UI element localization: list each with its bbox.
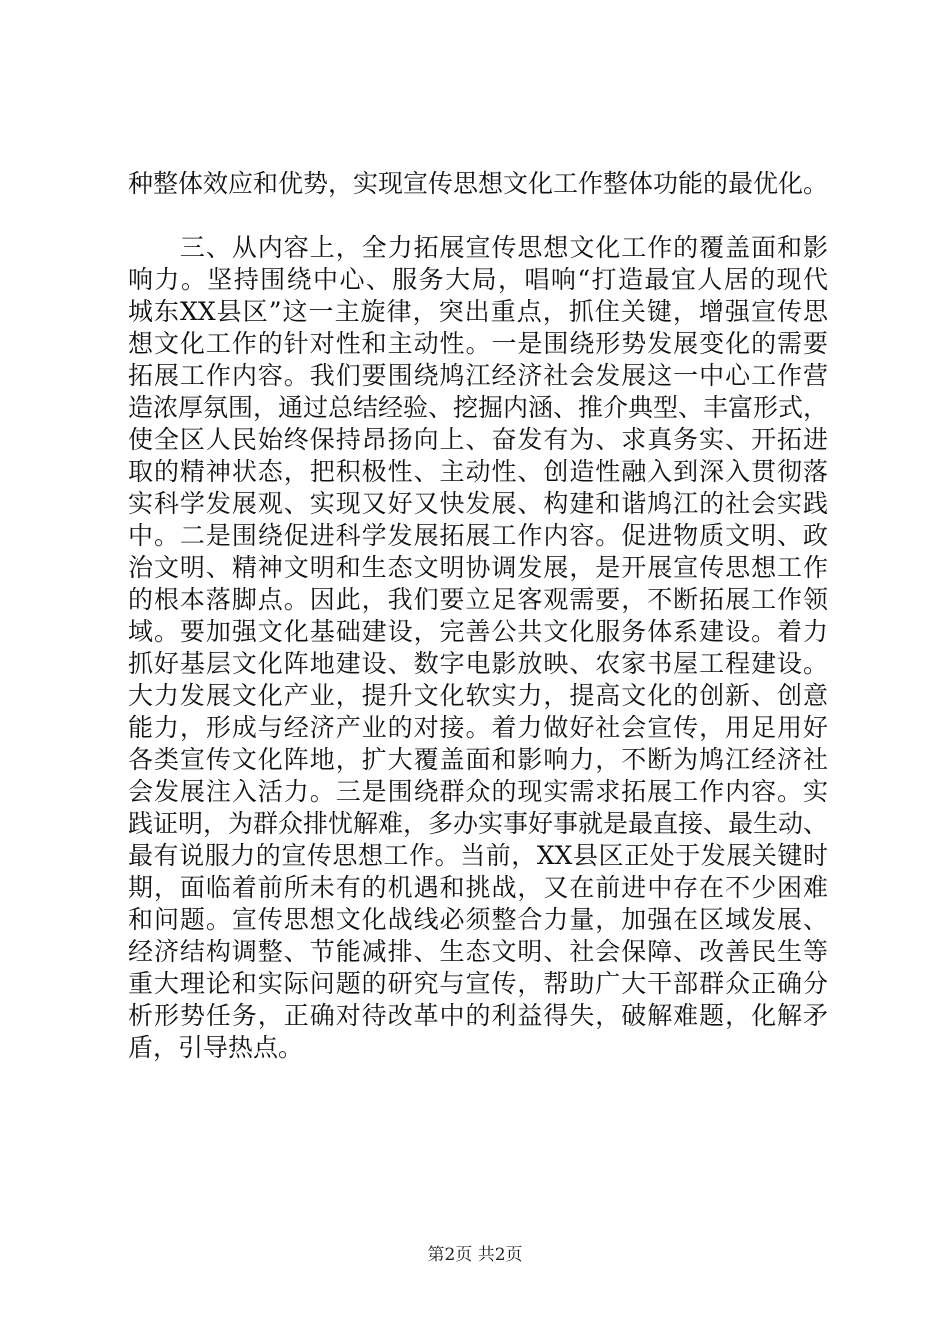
text-line: 中。二是围绕促进科学发展拓展工作内容。促进物质文明、政 bbox=[128, 521, 828, 550]
text-line: 析形势任务，正确对待改革中的利益得失，破解难题，化解矛 bbox=[128, 1001, 828, 1030]
text-line: 能力，形成与经济产业的对接。着力做好社会宣传，用足用好 bbox=[128, 713, 828, 742]
text-line: 造浓厚氛围，通过总结经验、挖掘内涵、推介典型、丰富形式， bbox=[128, 393, 829, 422]
page-number-label: 第2页 共2页 bbox=[427, 1245, 523, 1265]
text-line: 会发展注入活力。三是围绕群众的现实需求拓展工作内容。实 bbox=[128, 777, 828, 806]
text-line: 治文明、精神文明和生态文明协调发展，是开展宣传思想工作 bbox=[128, 553, 828, 582]
text-line: 盾，引导热点。 bbox=[128, 1033, 304, 1062]
text-line: 的根本落脚点。因此，我们要立足客观需要，不断拓展工作领 bbox=[128, 585, 828, 614]
text-line: 重大理论和实际问题的研究与宣传，帮助广大干部群众正确分 bbox=[128, 969, 828, 998]
text-line: 期，面临着前所未有的机遇和挑战，又在前进中存在不少困难 bbox=[128, 873, 828, 902]
text-line: 大力发展文化产业，提升文化软实力，提高文化的创新、创意 bbox=[128, 681, 828, 710]
text-line: 各类宣传文化阵地，扩大覆盖面和影响力，不断为鸠江经济社 bbox=[128, 745, 828, 774]
text-line: 种整体效应和优势，实现宣传思想文化工作整体功能的最优化。 bbox=[128, 169, 829, 198]
text-line: 拓展工作内容。我们要围绕鸠江经济社会发展这一中心工作营 bbox=[128, 361, 828, 390]
text-line: 和问题。宣传思想文化战线必须整合力量，加强在区域发展、 bbox=[128, 905, 828, 934]
text-line: 抓好基层文化阵地建设、数字电影放映、农家书屋工程建设。 bbox=[128, 649, 828, 678]
document-body bbox=[128, 168, 828, 1064]
page-footer bbox=[0, 1240, 950, 1265]
text-line: 取的精神状态，把积极性、主动性、创造性融入到深入贯彻落 bbox=[128, 457, 828, 486]
text-line: 最有说服力的宣传思想工作。当前，XX县区正处于发展关键时 bbox=[128, 841, 828, 870]
text-line: 实科学发展观、实现又好又快发展、构建和谐鸠江的社会实践 bbox=[128, 489, 828, 518]
text-line: 使全区人民始终保持昂扬向上、奋发有为、求真务实、开拓进 bbox=[128, 425, 828, 454]
text-line: 践证明，为群众排忧解难，多办实事好事就是最直接、最生动、 bbox=[128, 809, 829, 838]
text-line: 域。要加强文化基础建设，完善公共文化服务体系建设。着力 bbox=[128, 617, 828, 646]
text-line: 三、从内容上，全力拓展宣传思想文化工作的覆盖面和影 bbox=[128, 233, 828, 262]
paragraph-gap bbox=[128, 200, 828, 232]
text-line: 想文化工作的针对性和主动性。一是围绕形势发展变化的需要 bbox=[128, 329, 828, 358]
text-line: 响力。坚持围绕中心、服务大局，唱响“打造最宜人居的现代 bbox=[128, 265, 828, 294]
text-line: 经济结构调整、节能减排、生态文明、社会保障、改善民生等 bbox=[128, 937, 828, 966]
text-line: 城东XX县区”这一主旋律，突出重点，抓住关键，增强宣传思 bbox=[128, 297, 828, 326]
